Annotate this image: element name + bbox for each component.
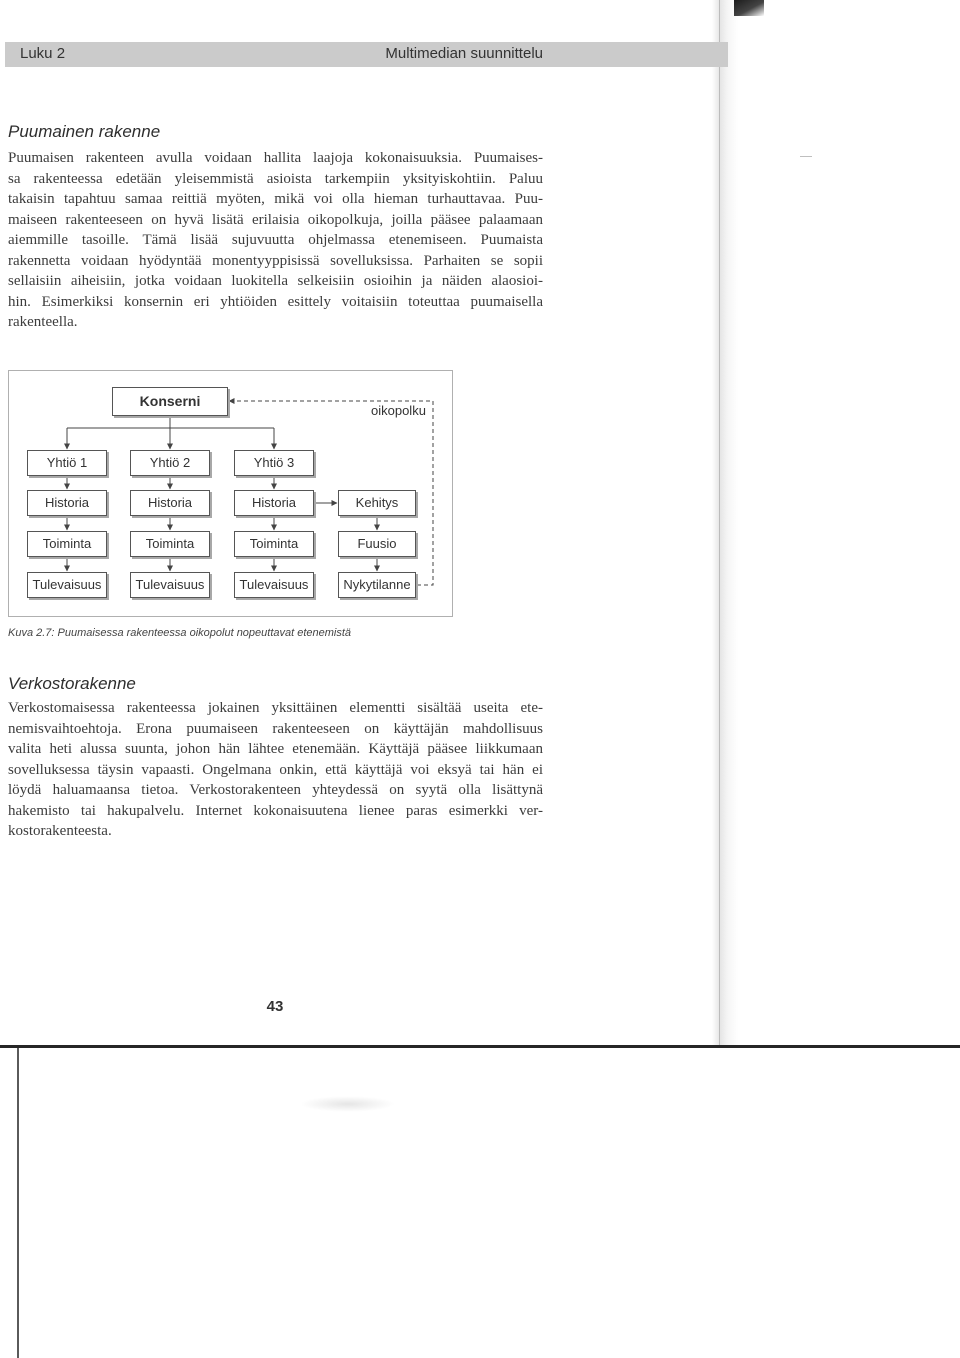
text-line: maiseen rakenteeseen on hyvä lisätä erilaisia oikopolkuja, joilla pääsee palaamaan: [8, 211, 543, 228]
node-development: Kehitys: [338, 490, 416, 516]
scan-corner-shadow: [734, 0, 764, 16]
node-future: Tulevaisuus: [130, 572, 210, 598]
text-line: rakenteella.: [8, 314, 78, 330]
node-history: Historia: [234, 490, 314, 516]
node-history: Historia: [130, 490, 210, 516]
figure-caption: Kuva 2.7: Puumaisessa rakenteessa oikopolut nopeuttavat etenemistä: [8, 627, 352, 639]
running-title: Multimedian suunnittelu: [385, 45, 543, 62]
shortcut-label: oikopolku: [371, 403, 426, 418]
scan-page-edge-line: [0, 1045, 960, 1048]
node-operations: Toiminta: [27, 531, 107, 557]
text-line: nemisvaihtoehtoja. Erona puumaiseen rakenteeseen on käyttäjän mahdollisuus: [8, 720, 543, 737]
text-line: Puumaisen rakenteen avulla voidaan hallita laajoja kokonaisuuksia. Puumaises-: [8, 150, 543, 166]
paragraph-tree-structure: [8, 148, 543, 333]
text-line: sa rakenteessa edetään yleisemmistä asioista tarkempiin yksityiskohtiin. Paluu: [8, 170, 543, 187]
scan-edge-line: [719, 0, 720, 1046]
text-line: valita heti alussa suunta, johon hän lähtee etenemään. Käyttäjä pääsee liikkumaan: [8, 741, 543, 757]
node-future: Tulevaisuus: [27, 572, 107, 598]
node-present-state: Nykytilanne: [338, 572, 416, 598]
node-history: Historia: [27, 490, 107, 516]
text-line: sovelluksessa täysin vapaasti. Ongelmana onkin, että käyttäjä voi eksyä tai hän ei: [8, 761, 543, 778]
tree-structure-figure: [8, 370, 453, 617]
text-line: sellaisiin aiheisiin, jotka voidaan luokitella selkeisiin osioihin ja näiden alaosioi-: [8, 273, 543, 289]
section-heading-tree: Puumainen rakenne: [8, 122, 161, 141]
text-line: hakemisto tai hakupalvelu. Internet kokonaisuutena lienee paras esimerkki ver-: [8, 802, 543, 819]
text-line: kostorakenteesta.: [8, 823, 112, 839]
scan-smudge: [300, 1096, 395, 1112]
text-line: Verkostomaisessa rakenteessa jokainen yksittäinen elementti sisältää useita ete-: [8, 700, 543, 716]
chapter-label: Luku 2: [20, 45, 66, 62]
node-operations: Toiminta: [234, 531, 314, 557]
running-header: [5, 42, 728, 67]
scan-left-edge-line: [17, 1048, 19, 1358]
scan-speck: [800, 156, 812, 157]
node-company-2: Yhtiö 2: [130, 450, 210, 476]
node-merger: Fuusio: [338, 531, 416, 557]
text-line: löydä haluamaansa tietoa. Verkostorakenteen yhteydessä on syytä olla lisättynä: [8, 782, 543, 798]
text-line: aiemmille tasoille. Tämä lisää sujuvuutta ohjelmassa etenemiseen. Puumaista: [8, 232, 543, 248]
node-future: Tulevaisuus: [234, 572, 314, 598]
text-line: rakennetta voidaan hyödyntää monentyyppisissä sovelluksissa. Parhaiten se sopii: [8, 252, 543, 269]
node-company-1: Yhtiö 1: [27, 450, 107, 476]
scan-edge-shadow: [712, 0, 738, 1046]
paragraph-network-structure: [8, 698, 543, 842]
text-line: hin. Esimerkiksi konsernin eri yhtiöiden esittely voitaisiin toteuttaa puumaisella: [8, 293, 543, 310]
node-root: Konserni: [112, 387, 228, 416]
text-line: takaisin tapahtuu samaa reittiä myöten, mikä voi olla hieman turhauttavaa. Puu-: [8, 191, 543, 207]
node-operations: Toiminta: [130, 531, 210, 557]
section-heading-network: Verkostorakenne: [8, 674, 136, 693]
page-number: 43: [266, 998, 284, 1015]
node-company-3: Yhtiö 3: [234, 450, 314, 476]
